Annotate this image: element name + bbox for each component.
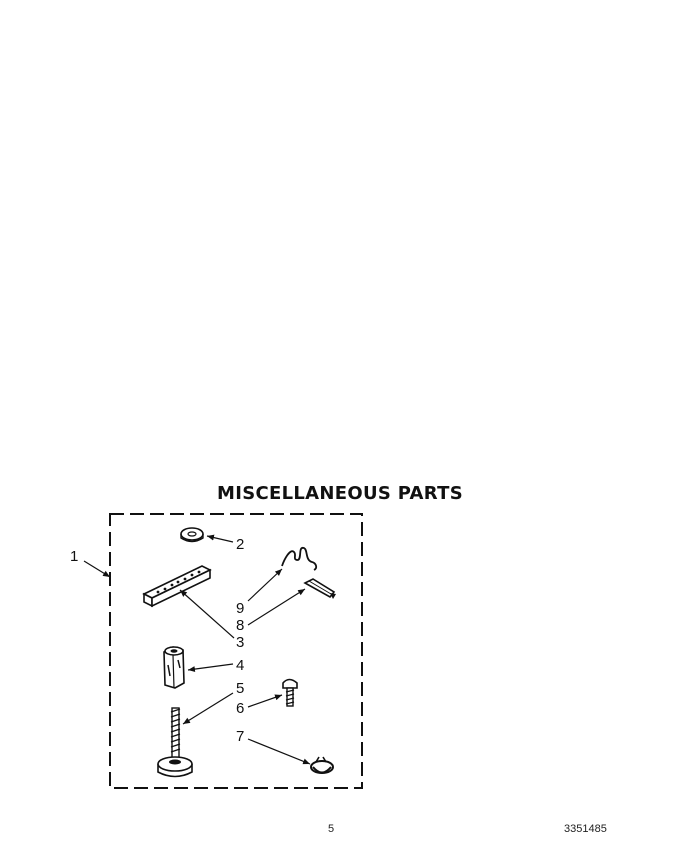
leader-5 xyxy=(183,693,233,724)
bracket-part xyxy=(144,566,210,606)
page-title: MISCELLANEOUS PARTS xyxy=(217,483,463,504)
page-number: 5 xyxy=(328,823,335,835)
part-number: 3351485 xyxy=(564,823,607,835)
leader-9 xyxy=(248,569,282,601)
clamp-ring-part xyxy=(311,757,333,773)
callout-1: 1 xyxy=(70,548,79,565)
leader-2 xyxy=(207,536,233,542)
callout-5: 5 xyxy=(236,680,245,697)
callout-4: 4 xyxy=(236,657,245,674)
leader-6 xyxy=(248,695,282,707)
screw-part xyxy=(283,680,297,707)
leveling-leg-part xyxy=(158,708,192,777)
leader-7 xyxy=(248,739,310,764)
leader-4 xyxy=(188,664,233,670)
washer-part xyxy=(181,528,203,542)
callout-8: 8 xyxy=(236,617,245,634)
coupling-nut-part xyxy=(164,647,184,688)
callout-6: 6 xyxy=(236,700,245,717)
pin-part xyxy=(305,579,336,599)
callout-2: 2 xyxy=(236,536,245,553)
leader-3 xyxy=(180,590,234,638)
callout-7: 7 xyxy=(236,728,245,745)
callout-9: 9 xyxy=(236,600,245,617)
kit-boundary xyxy=(110,514,362,788)
leader-1 xyxy=(84,561,110,577)
callout-3: 3 xyxy=(236,634,245,651)
wire-clip-part xyxy=(282,548,316,570)
leader-8 xyxy=(248,589,305,625)
